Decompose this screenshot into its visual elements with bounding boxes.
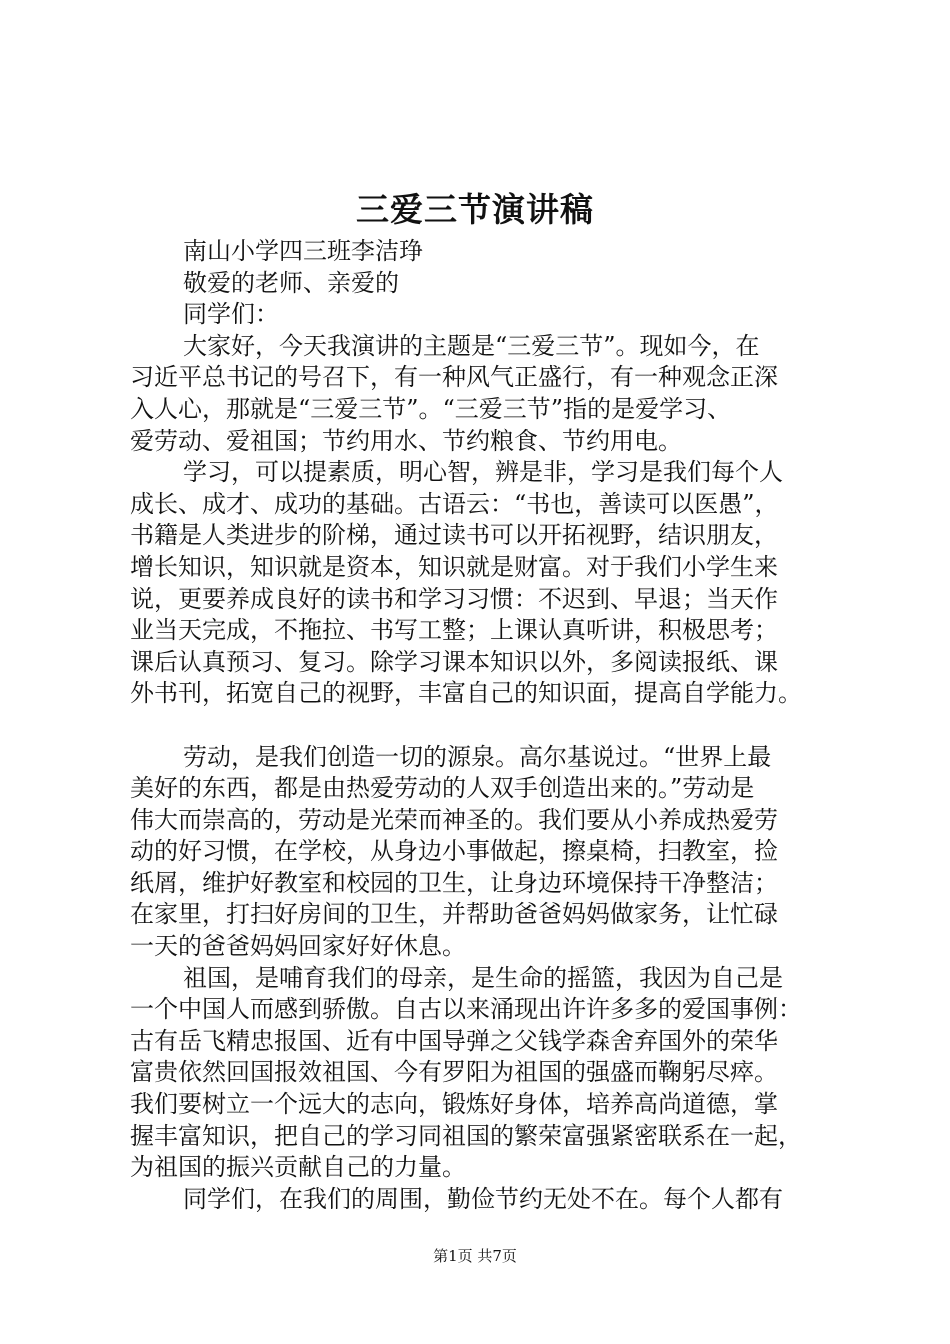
author-line: 南山小学四三班李洁琤 bbox=[183, 237, 423, 265]
paragraph-line: 伟大而崇高的，劳动是光荣而神圣的。我们要从小养成热爱劳 bbox=[130, 805, 778, 834]
paragraph-line: 入人心，那就是“三爱三节”。“三爱三节”指的是爱学习、 bbox=[130, 394, 732, 423]
paragraph-line: 古有岳飞精忠报国、近有中国导弹之父钱学森舍弃国外的荣华 bbox=[130, 1026, 778, 1055]
paragraph-line: 外书刊，拓宽自己的视野，丰富自己的知识面，提高自学能力。 bbox=[130, 679, 802, 708]
paragraph-line: 握丰富知识，把自己的学习同祖国的繁荣富强紧密联系在一起， bbox=[130, 1121, 802, 1150]
paragraph-line: 习近平总书记的号召下，有一种风气正盛行，有一种观念正深 bbox=[130, 363, 778, 392]
document-body bbox=[130, 236, 842, 1215]
paragraph-line: 成长、成才、成功的基础。古语云：“书也，善读可以医愚”， bbox=[130, 489, 779, 518]
document-title: 三爱三节演讲稿 bbox=[356, 190, 594, 229]
paragraph-line: 书籍是人类进步的阶梯，通过读书可以开拓视野，结识朋友， bbox=[130, 521, 778, 550]
paragraph-line: 为祖国的振兴贡献自己的力量。 bbox=[130, 1153, 466, 1182]
paragraph-line: 同学们，在我们的周围，勤俭节约无处不在。每个人都有 bbox=[183, 1184, 783, 1213]
paragraph-line: 说，更要养成良好的读书和学习习惯：不迟到、早退；当天作 bbox=[130, 584, 778, 613]
paragraph-line: 我们要树立一个远大的志向，锻炼好身体，培养高尚道德，掌 bbox=[130, 1090, 778, 1119]
paragraph-line: 在家里，打扫好房间的卫生，并帮助爸爸妈妈做家务，让忙碌 bbox=[130, 900, 778, 929]
paragraph-gap bbox=[130, 710, 842, 742]
paragraph-line: 一天的爸爸妈妈回家好好休息。 bbox=[130, 932, 466, 961]
page-number-footer: 第1页 共7页 bbox=[433, 1247, 517, 1265]
paragraph-line: 纸屑，维护好教室和校园的卫生，让身边环境保持干净整洁； bbox=[130, 868, 778, 897]
salutation-line: 同学们： bbox=[183, 300, 279, 329]
paragraph-line: 祖国，是哺育我们的母亲，是生命的摇篮，我因为自己是 bbox=[183, 963, 783, 992]
paragraph-line: 美好的东西，都是由热爱劳动的人双手创造出来的。”劳动是 bbox=[130, 774, 755, 803]
salutation-line: 敬爱的老师、亲爱的 bbox=[183, 268, 399, 297]
paragraph-line: 大家好，今天我演讲的主题是“三爱三节”。现如今，在 bbox=[183, 331, 760, 360]
paragraph-line: 增长知识，知识就是资本，知识就是财富。对于我们小学生来 bbox=[130, 552, 778, 581]
paragraph-line: 富贵依然回国报效祖国、今有罗阳为祖国的强盛而鞠躬尽瘁。 bbox=[130, 1058, 778, 1087]
paragraph-line: 业当天完成，不拖拉、书写工整；上课认真听讲，积极思考； bbox=[130, 616, 778, 645]
paragraph-line: 课后认真预习、复习。除学习课本知识以外，多阅读报纸、课 bbox=[130, 647, 778, 676]
paragraph-line: 爱劳动、爱祖国；节约用水、节约粮食、节约用电。 bbox=[130, 426, 682, 455]
paragraph-line: 劳动，是我们创造一切的源泉。高尔基说过。“世界上最 bbox=[183, 742, 772, 771]
paragraph-line: 一个中国人而感到骄傲。自古以来涌现出许许多多的爱国事例： bbox=[130, 995, 802, 1024]
paragraph-line: 学习，可以提素质，明心智，辨是非，学习是我们每个人 bbox=[183, 458, 783, 487]
paragraph-line: 动的好习惯，在学校，从身边小事做起，擦桌椅，扫教室，捡 bbox=[130, 837, 778, 866]
